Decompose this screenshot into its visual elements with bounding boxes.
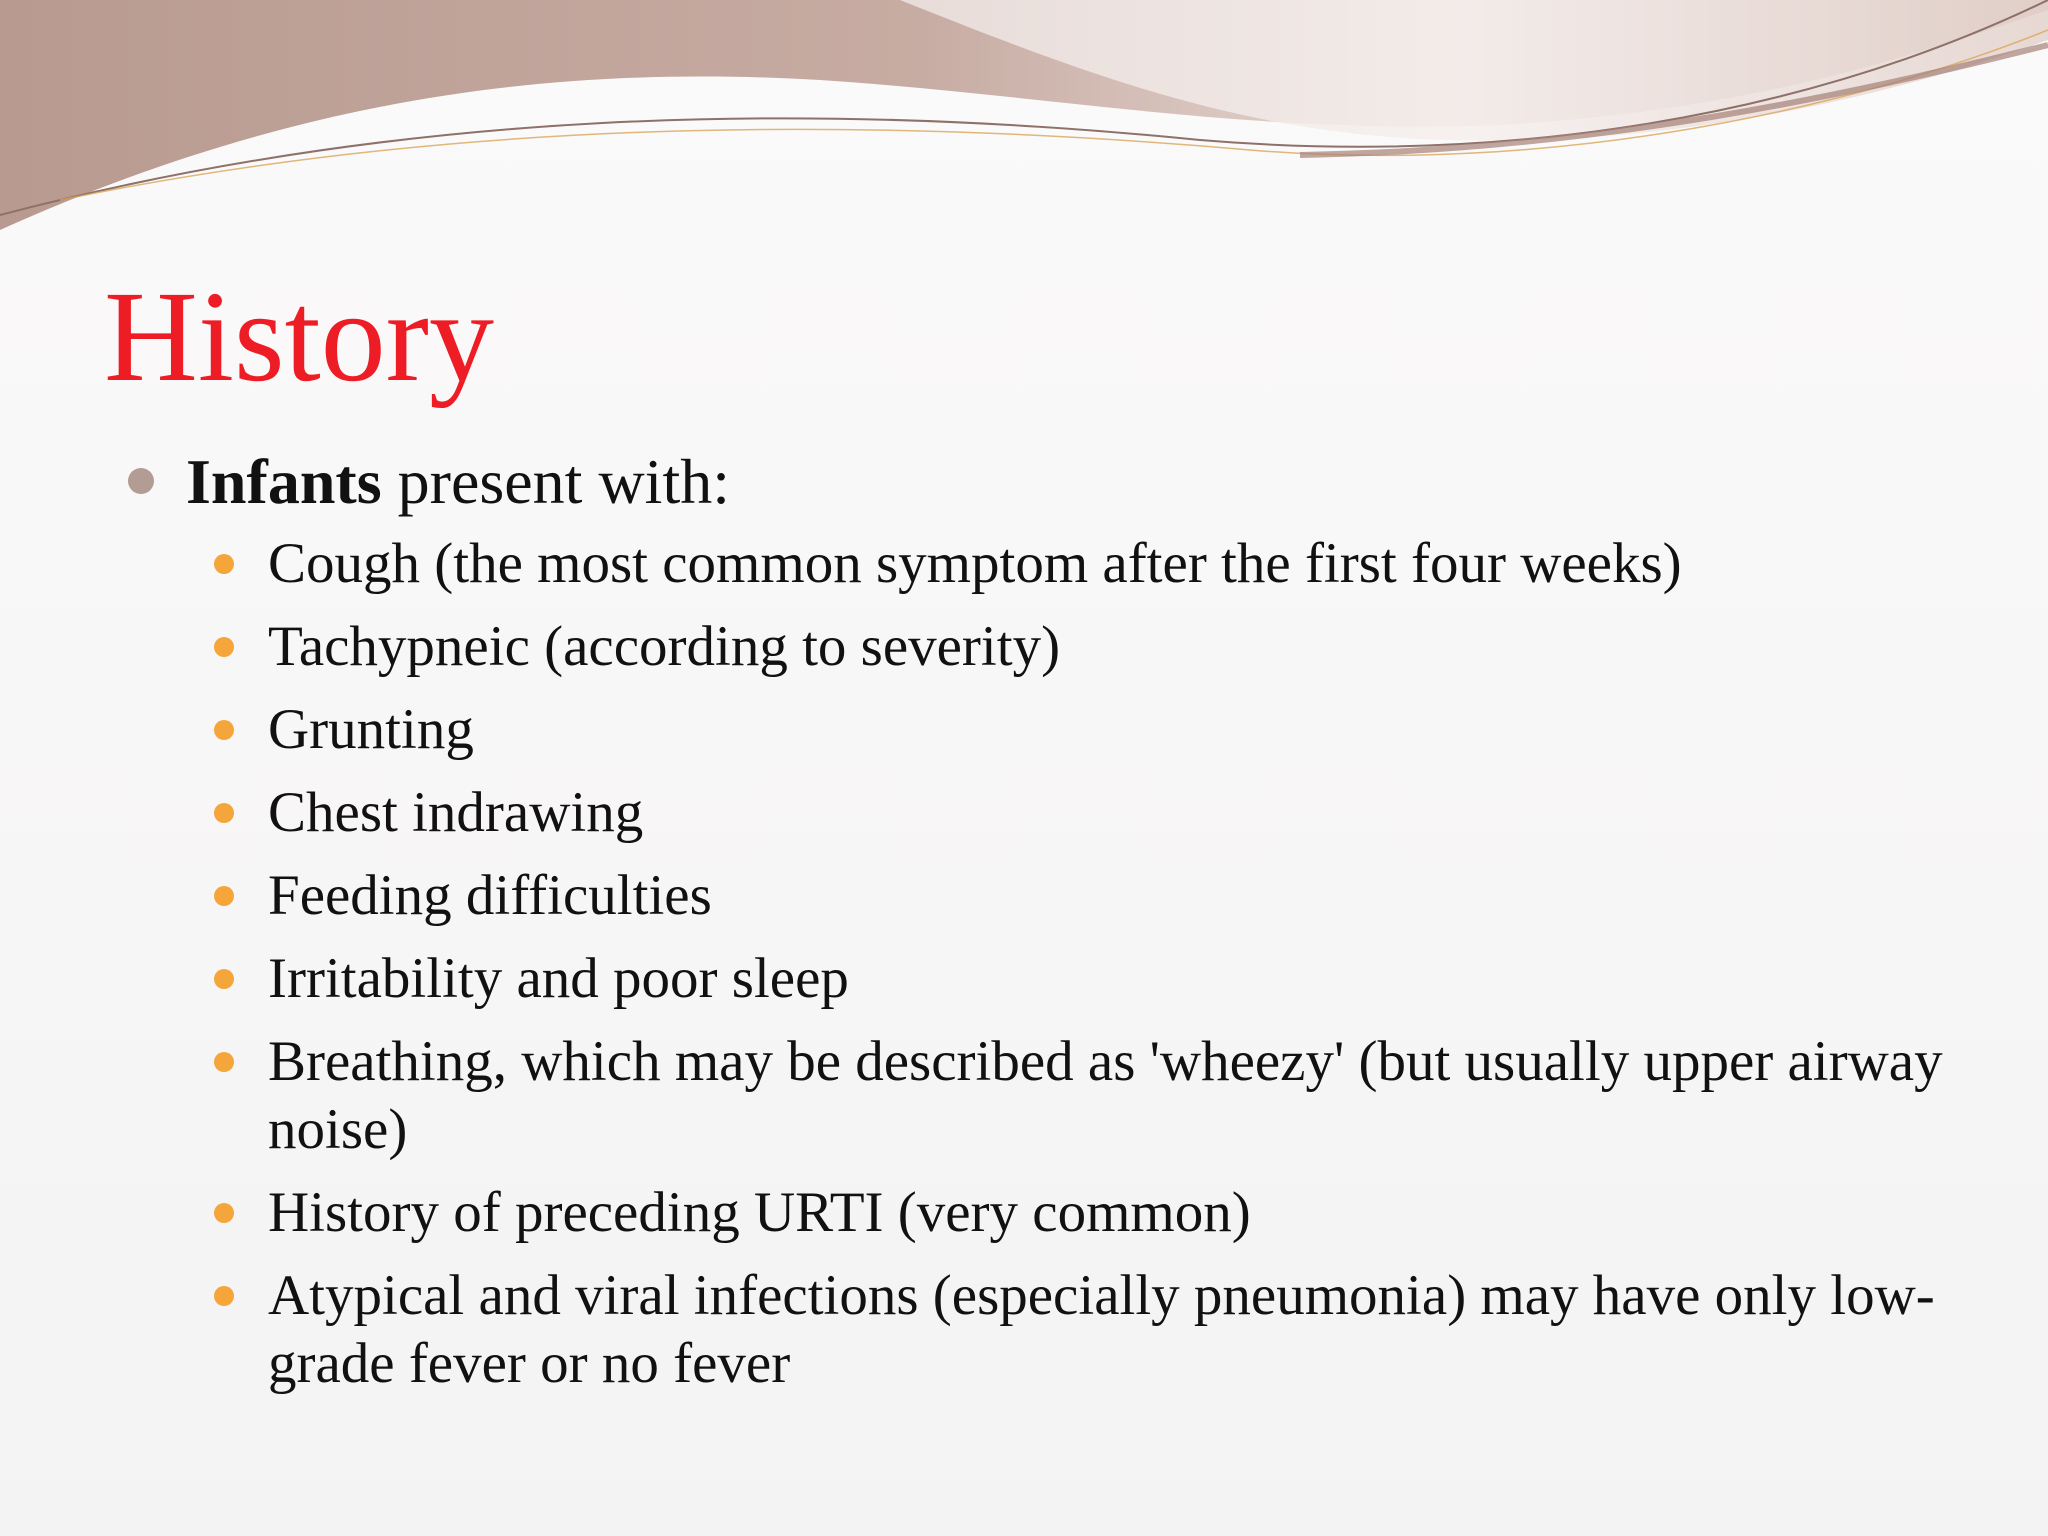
symptom-text: Feeding difficulties [268,864,712,927]
symptom-text: Chest indrawing [268,781,644,844]
main-bullet-rest: present with: [381,446,730,517]
symptom-item [214,613,1974,681]
symptom-text: Irritability and poor sleep [268,947,849,1010]
symptom-item [214,862,1974,930]
symptom-item [214,1262,1974,1398]
symptom-text: Grunting [268,698,474,761]
main-bullet-dot-icon [128,468,154,494]
symptom-item [214,530,1974,598]
main-bullet-infants [128,446,1988,518]
symptom-item [214,1028,1974,1164]
symptom-item [214,779,1974,847]
symptom-text: Breathing, which may be described as 'wheezy' (but usually upper airway noise) [268,1030,1943,1161]
symptom-text: Atypical and viral infections (especially pneumonia) may have only low-grade fever or no fever [268,1264,1935,1395]
main-bullet-bold: Infants [186,446,382,517]
symptom-list [214,530,1974,1413]
symptom-text: Cough (the most common symptom after the first four weeks) [268,532,1682,595]
bullet-dot-icon [214,554,234,574]
symptom-item [214,945,1974,1013]
symptom-item [214,1179,1974,1247]
symptom-text: Tachypneic (according to severity) [268,615,1061,678]
symptom-text: History of preceding URTI (very common) [268,1181,1251,1244]
main-bullet-text [186,446,730,517]
bullet-dot-icon [214,720,234,740]
bullet-dot-icon [214,637,234,657]
symptom-item [214,696,1974,764]
bullet-dot-icon [214,1203,234,1223]
slide-title: History [104,265,494,409]
bullet-dot-icon [214,803,234,823]
bullet-dot-icon [214,969,234,989]
bullet-dot-icon [214,886,234,906]
bullet-dot-icon [214,1052,234,1072]
bullet-dot-icon [214,1286,234,1306]
header-wave-decoration [0,0,2048,260]
